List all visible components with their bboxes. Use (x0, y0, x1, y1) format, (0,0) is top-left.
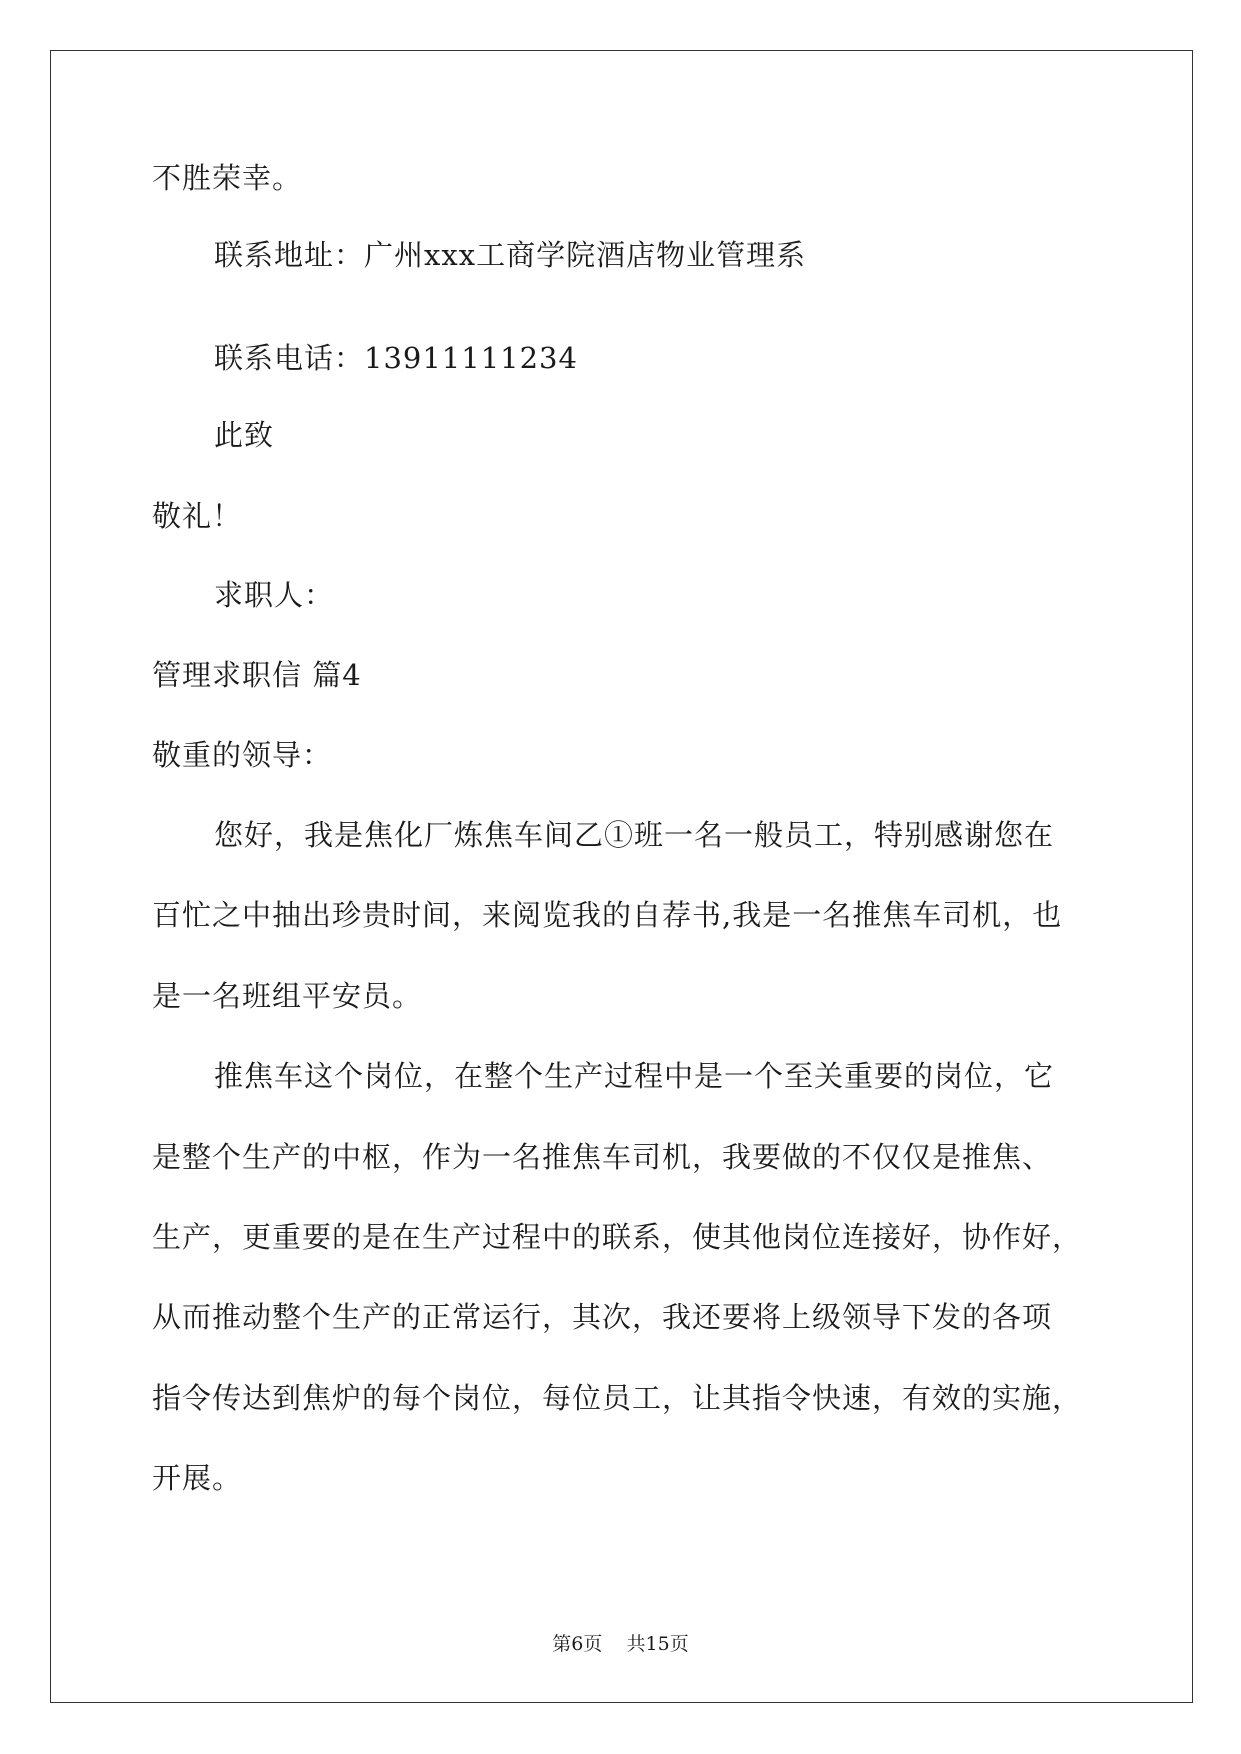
text-line: 是整个生产的中枢，作为一名推焦车司机，我要做的不仅仅是推焦、 (152, 1140, 1053, 1174)
text-line: 生产，更重要的是在生产过程中的联系，使其他岗位连接好，协作好， (152, 1220, 1083, 1254)
text-line: 敬礼！ (152, 499, 243, 533)
text-line: 您好，我是焦化厂炼焦车间乙①班一名一般员工，特别感谢您在 (214, 818, 1055, 852)
page-number: 第6页 (552, 1633, 603, 1655)
page-footer (0, 1631, 1241, 1657)
text-line: 是一名班组平安员。 (152, 979, 423, 1013)
page-border (50, 50, 1193, 1703)
text-line: 求职人： (214, 578, 335, 612)
text-line: 不胜荣幸。 (152, 161, 303, 195)
salutation: 敬重的领导： (152, 738, 333, 772)
text-line: 从而推动整个生产的正常运行，其次，我还要将上级领导下发的各项 (152, 1300, 1053, 1334)
text-line: 百忙之中抽出珍贵时间，来阅览我的自荐书,我是一名推焦车司机，也 (152, 898, 1063, 932)
text-line: 此致 (214, 418, 275, 452)
text-line: 指令传达到焦炉的每个岗位，每位员工，让其指令快速，有效的实施， (152, 1381, 1083, 1415)
total-pages: 共15页 (626, 1633, 689, 1655)
text-line: 联系地址：广州xxx工商学院酒店物业管理系 (214, 238, 807, 272)
text-line: 推焦车这个岗位，在整个生产过程中是一个至关重要的岗位，它 (214, 1059, 1055, 1093)
text-line: 联系电话：13911111234 (214, 341, 578, 375)
text-line: 开展。 (152, 1461, 243, 1495)
section-heading: 管理求职信 篇4 (152, 658, 362, 692)
